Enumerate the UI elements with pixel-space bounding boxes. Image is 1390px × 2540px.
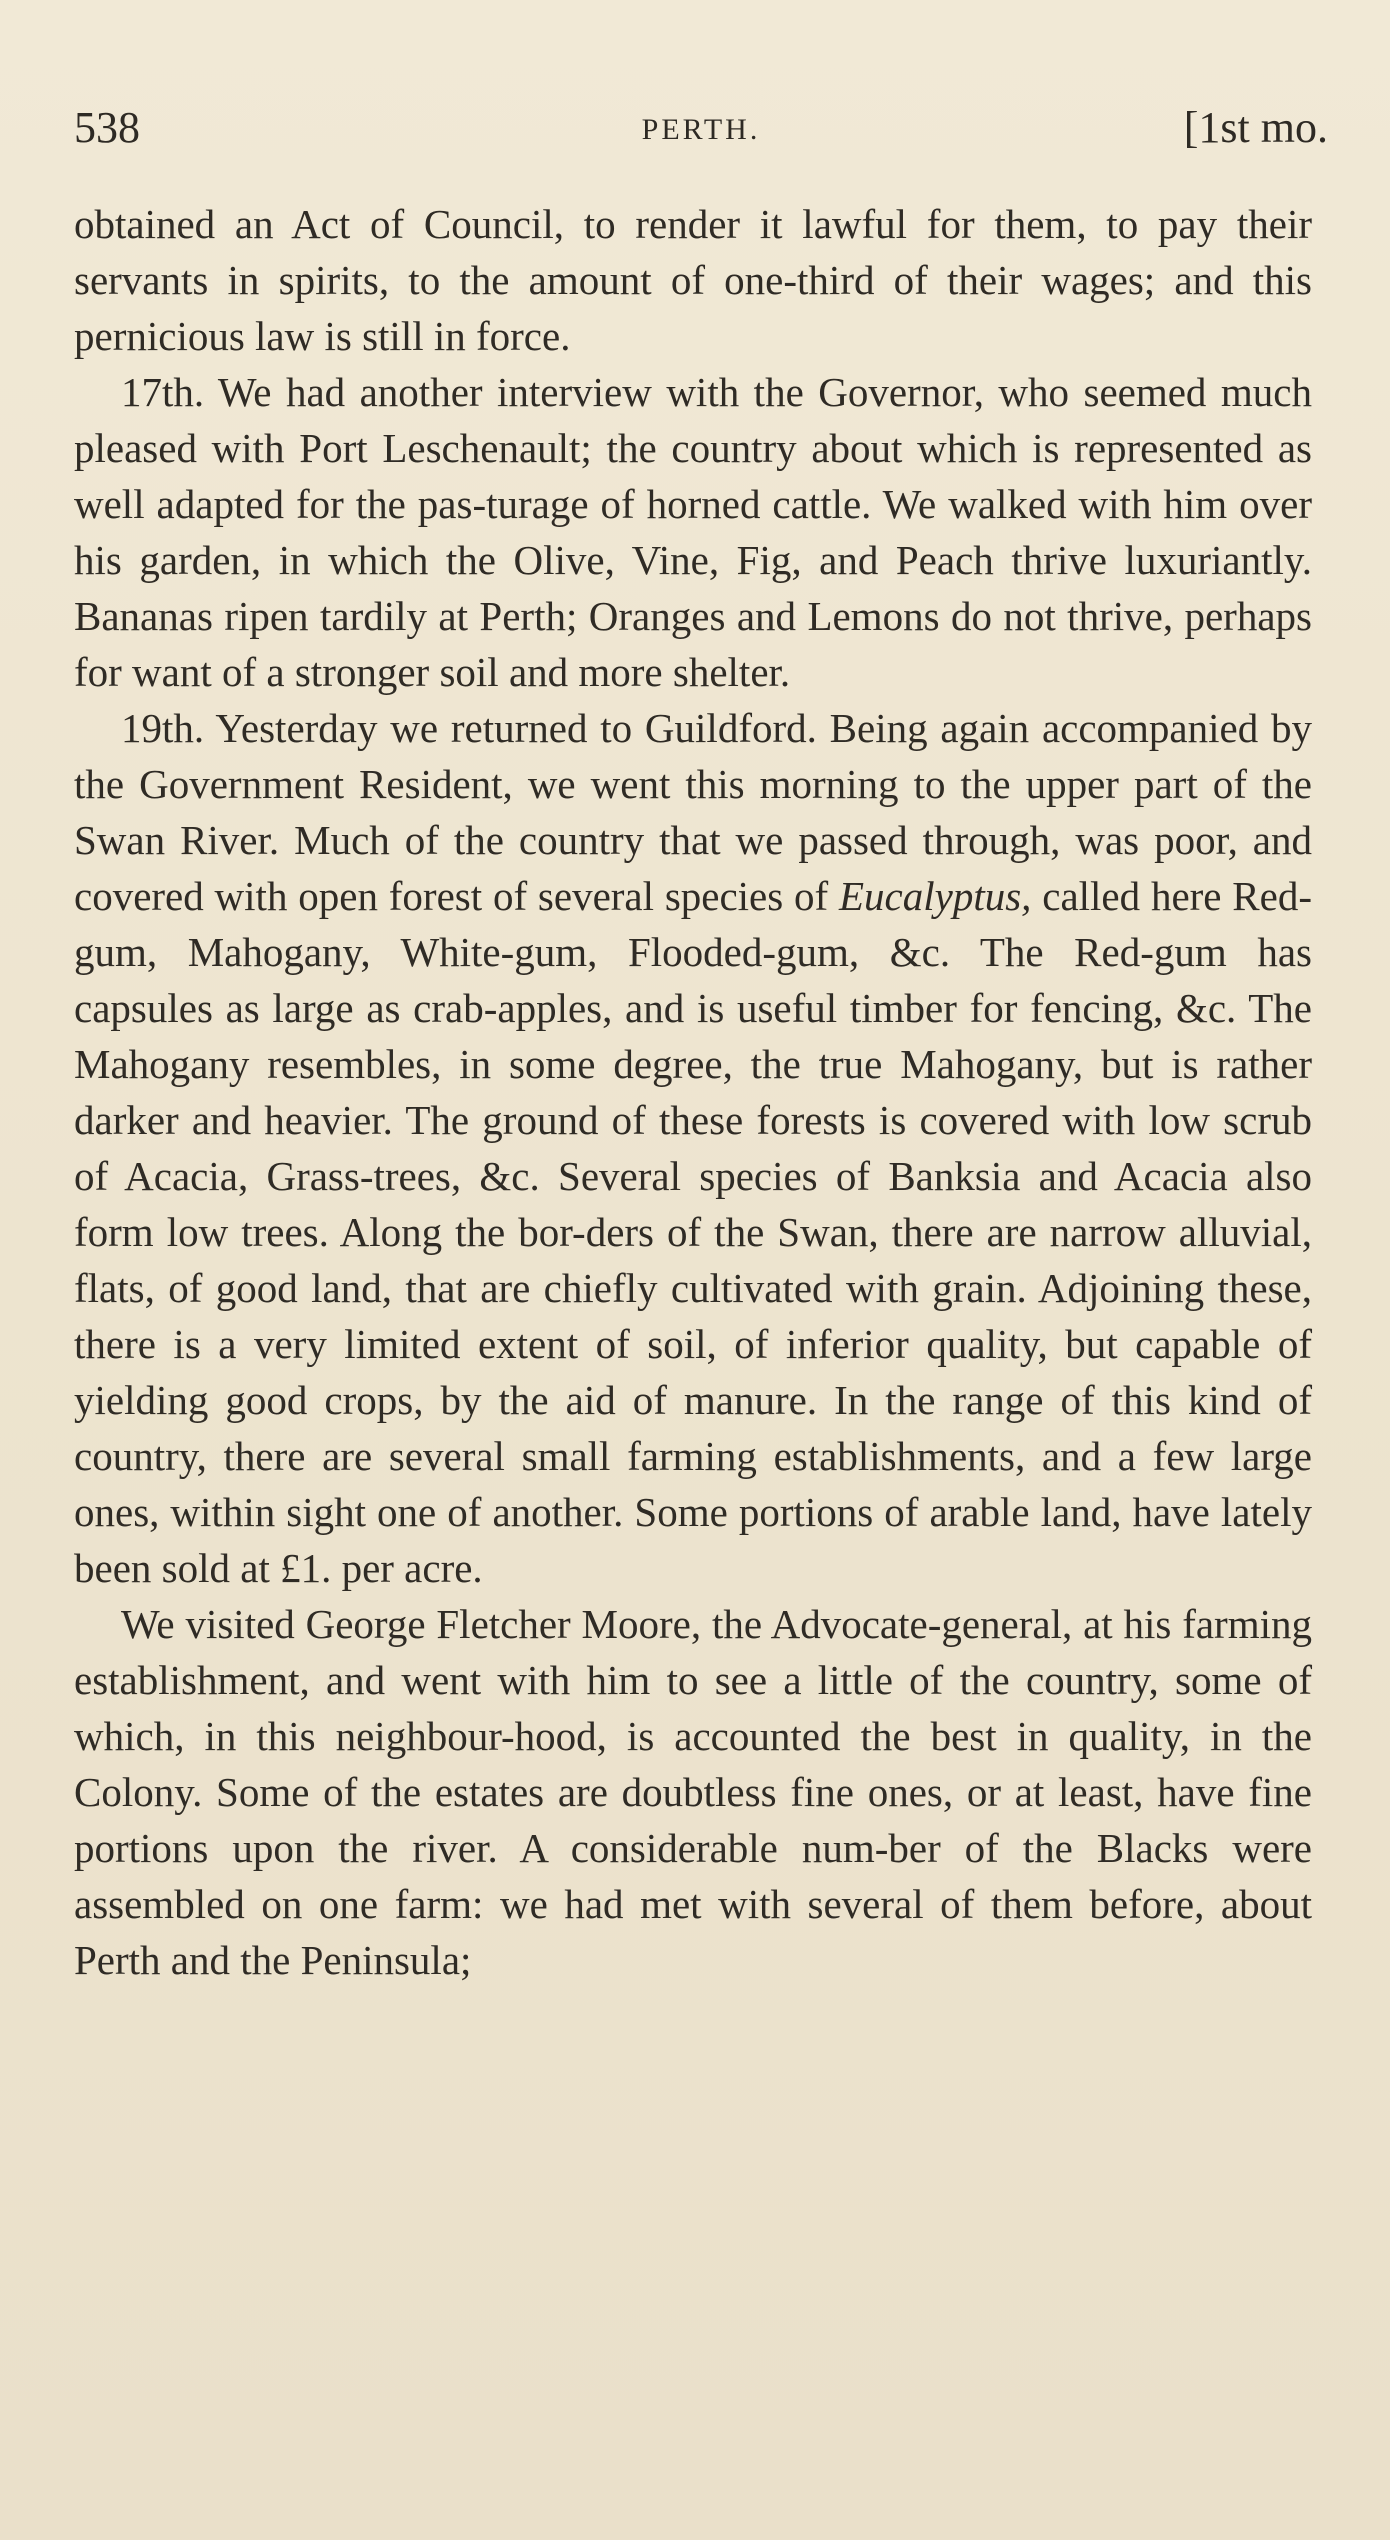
running-date: [1st mo. xyxy=(1183,103,1328,152)
eucalyptus-italic: Eucalyptus, xyxy=(839,873,1032,919)
paragraph-19th-part-1: 19th. Yesterday we returned to Guildford. Being again accompanied by the Government Resident, we went this morning to the upper part of the Swan River. Much of the country that we passed through, was poor, and covered with open forest of several species of xyxy=(74,705,1312,919)
paragraph-17th: 17th. We had another interview with the Governor, who seemed much pleased with Port Leschenault; the country about which is represented as well adapted for the pas-turage of horned cattle. We walked with him over his garden, in which the Olive, Vine, Fig, and Peach thrive luxuriantly. Bananas ripen tardily at Perth; Oranges and Lemons do not thrive, perhaps for want of a stronger soil and more shelter. xyxy=(74,369,1312,695)
paragraph-moore-visit: We visited George Fletcher Moore, the Advocate-general, at his farming establishment, and went with him to see a little of the country, some of which, in this neighbour-hood, is accounted the best in quality, in the Colony. Some of the estates are doubtless fine ones, or at least, have fine portions upon the river. A considerable num-ber of the Blacks were assembled on one farm: we had met with several of them before, about Perth and the Peninsula; xyxy=(74,1601,1312,1983)
body-text xyxy=(74,196,1312,1988)
running-header xyxy=(74,98,1328,158)
paragraph-19th-part-2: called here Red-gum, Mahogany, White-gum, Flooded-gum, &c. The Red-gum has capsules as large as crab-apples, and is useful timber for fencing, &c. The Mahogany resembles, in some degree, the true Mahogany, but is rather darker and heavier. The ground of these forests is covered with low scrub of Acacia, Grass-trees, &c. Several species of Banksia and Acacia also form low trees. Along the bor-ders of the Swan, there are narrow alluvial, flats, of good land, that are chiefly cultivated with grain. Adjoining these, there is a very limited extent of soil, of inferior quality, but capable of yielding good crops, by the aid of manure. In the range of this kind of country, there are several small farming establishments, and a few large ones, within sight one of another. Some portions of arable land, have lately been sold at £1. per acre. xyxy=(74,873,1313,1591)
paragraph-19th xyxy=(74,700,1312,1596)
running-title: PERTH. xyxy=(641,113,761,146)
paragraph-continuation: obtained an Act of Council, to render it lawful for them, to pay their servants in spirits, to the amount of one-third of their wages; and this pernicious law is still in force. xyxy=(74,201,1312,359)
page-number: 538 xyxy=(74,103,140,152)
